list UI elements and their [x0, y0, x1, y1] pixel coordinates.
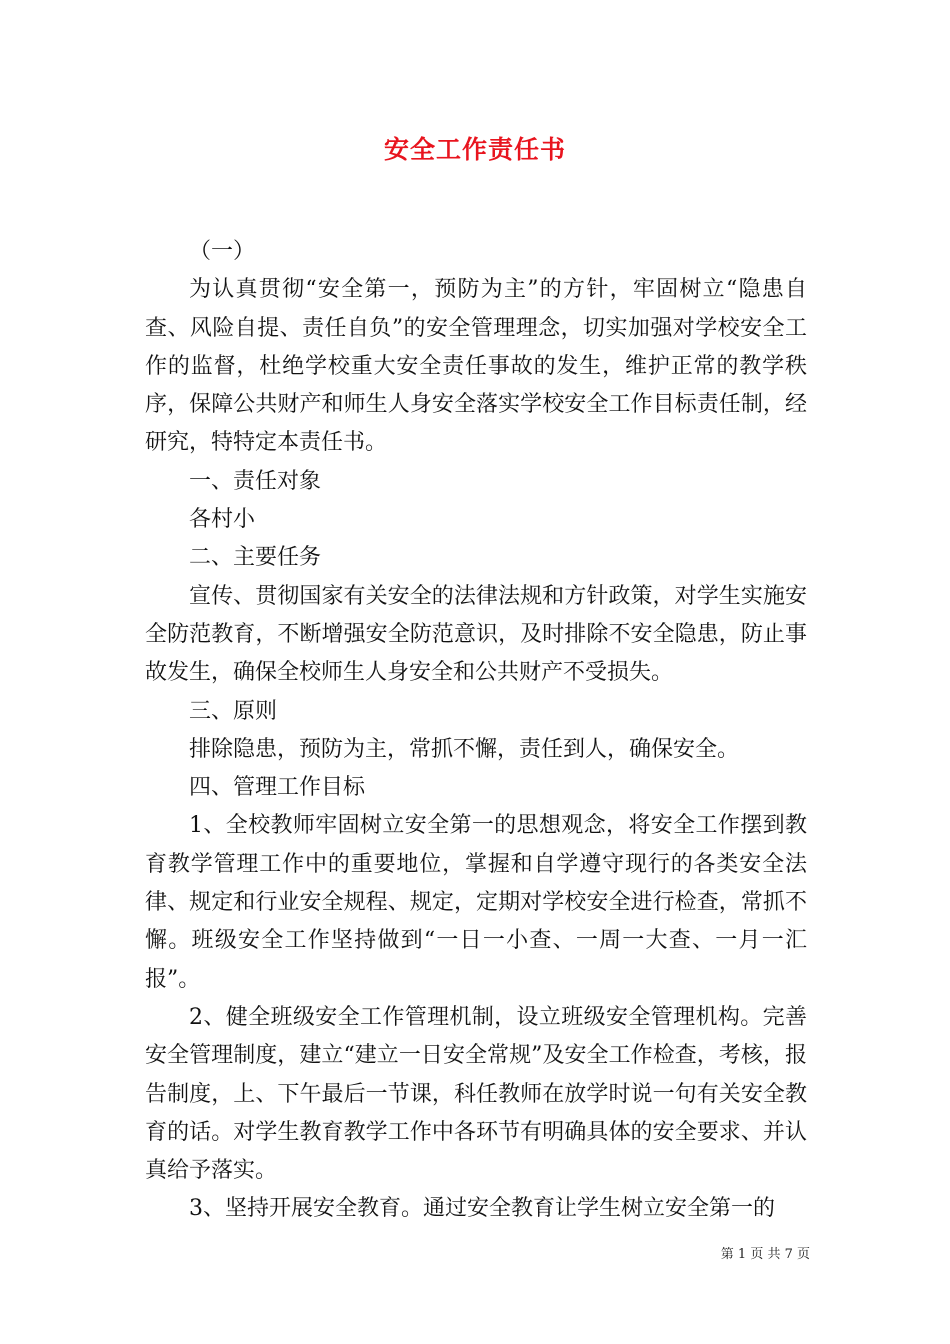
- document-title: 安全工作责任书: [383, 135, 566, 164]
- page-number: 第 1 页 共 7 页: [720, 1247, 810, 1262]
- paragraph: （一）: [189, 239, 256, 264]
- section-heading: 三、原则: [189, 698, 278, 724]
- section-heading: 四、管理工作目标: [189, 775, 366, 801]
- paragraph: 3、坚持开展安全教育。通过安全教育让学生树立安全第一的: [189, 1196, 775, 1222]
- paragraph: 2、健全班级安全工作管理机制，设立班级安全管理机构。完善安全管理制度，建立“建立一日安全常规”及安全工作检查，考核，报告制度，上、下午最后一节课，科任教师在放学时说一句有关安全教育的话。对学生教育教学工作中各环节有明确具体的安全要求、并认真给予落实。: [145, 1004, 807, 1184]
- document-body: [145, 233, 807, 1229]
- paragraph: 1、全校教师牢固树立安全第一的思想观念，将安全工作摆到教育教学管理工作中的重要地位，掌握和自学遵守现行的各类安全法律、规定和行业安全规程、规定，定期对学校安全进行检查，常抓不懈。班级安全工作坚持做到“一日一小查、一周一大查、一月一汇报”。: [145, 813, 807, 992]
- section-heading: 一、责任对象: [189, 468, 322, 494]
- section-heading: 二、主要任务: [189, 545, 322, 571]
- paragraph: 宣传、贯彻国家有关安全的法律法规和方针政策，对学生实施安全防范教育，不断增强安全防范意识，及时排除不安全隐患，防止事故发生，确保全校师生人身安全和公共财产不受损失。: [145, 583, 807, 686]
- paragraph: 各村小: [189, 507, 256, 533]
- paragraph: 排除隐患，预防为主，常抓不懈，责任到人，确保安全。: [189, 736, 740, 762]
- paragraph: 为认真贯彻“安全第一，预防为主”的方针，牢固树立“隐患自查、风险自提、责任自负”的安全管理理念，切实加强对学校安全工作的监督，杜绝学校重大安全责任事故的发生，维护正常的教学秩序，保障公共财产和师生人身安全落实学校安全工作目标责任制，经研究，特特定本责任书。: [145, 277, 807, 456]
